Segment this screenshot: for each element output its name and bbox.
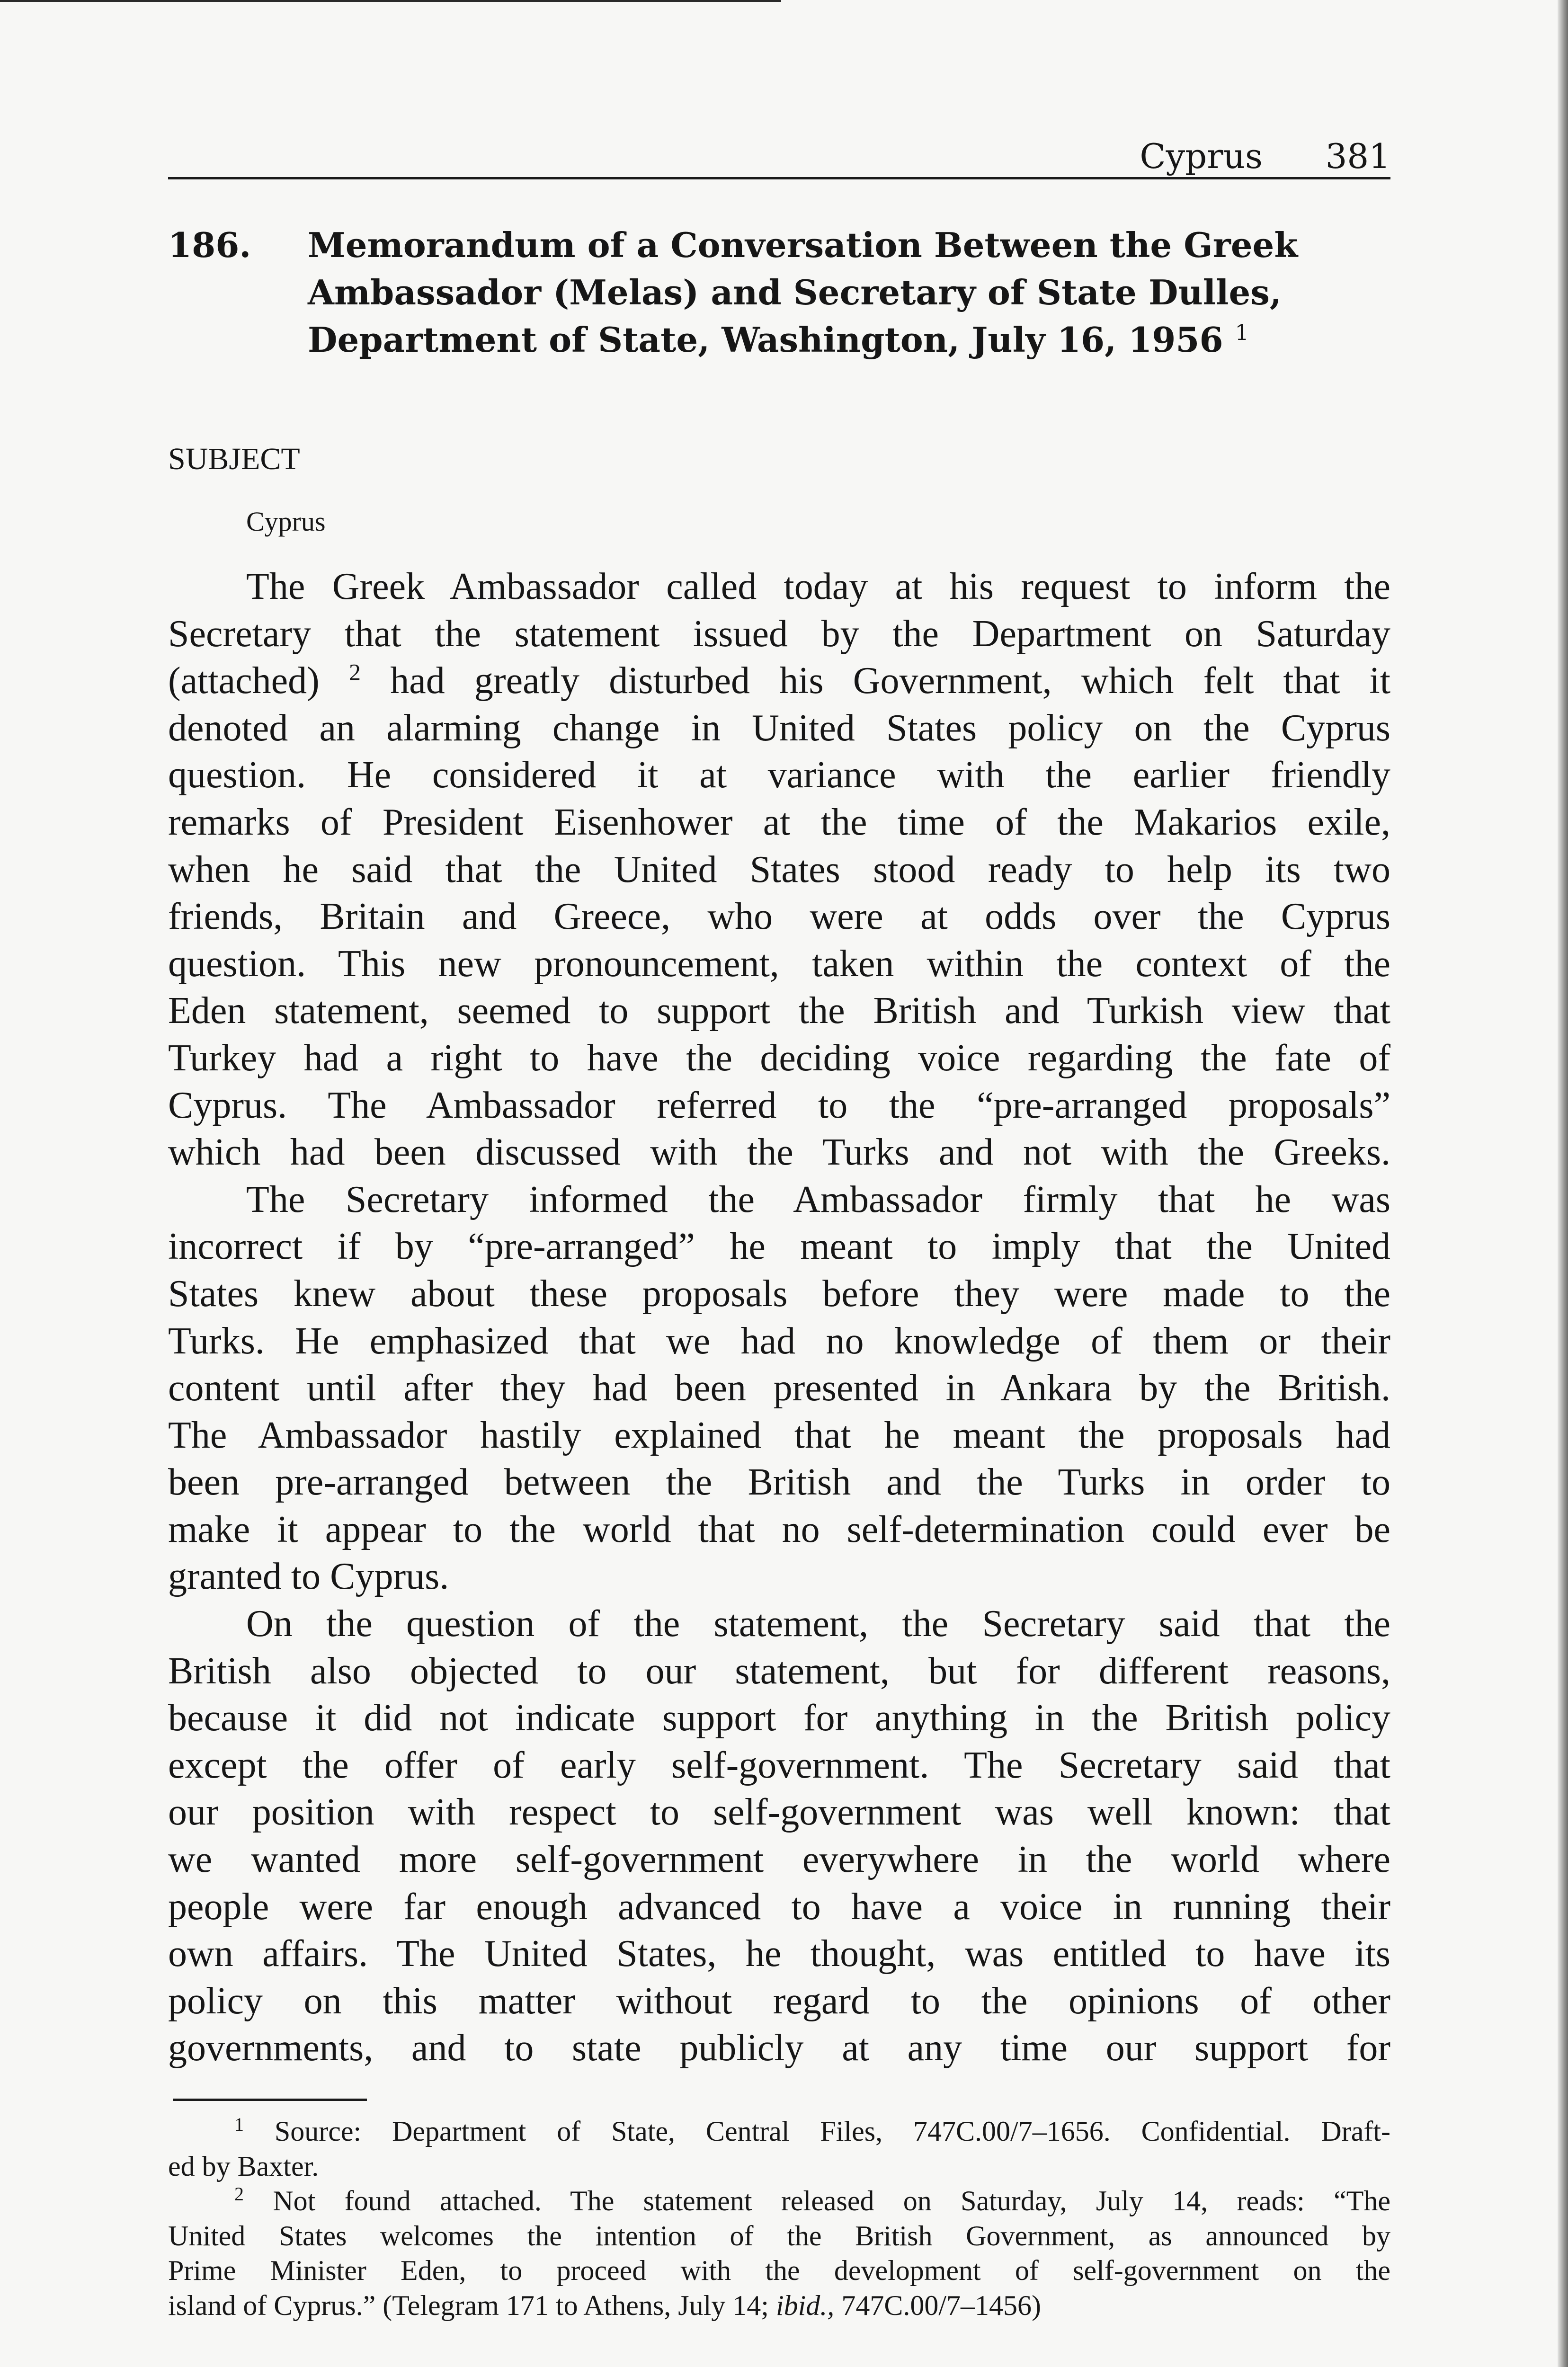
footnote-divider (173, 2099, 367, 2101)
text-line: governments, and to state publicly at any time our support for (168, 2027, 1390, 2069)
footnote-ref: 1 (1235, 320, 1249, 345)
text-line: British also objected to our statement, but for different reasons, (168, 1650, 1390, 1692)
text-line: Cyprus. The Ambassador referred to the “pre-arranged proposals” (168, 1084, 1390, 1126)
paragraph (168, 1176, 1390, 1601)
footnote-number: 2 (234, 2183, 244, 2205)
page-edge-shadow (1558, 0, 1568, 2367)
text-line: (attached) $^2$ had greatly disturbed his Government, which felt that it (168, 658, 1391, 702)
subject-value: Cyprus (246, 506, 326, 537)
top-edge-rule (0, 0, 781, 2)
document-title (308, 222, 1359, 364)
text-line: policy on this matter without regard to the opinions of other (168, 1980, 1390, 2022)
text-line: make it appear to the world that no self-determination could ever be (168, 1508, 1390, 1550)
text-line: Turks. He emphasized that we had no knowledge of them or their (168, 1320, 1390, 1362)
text-line: The Secretary informed the Ambassador firmly that he was (246, 1178, 1390, 1220)
text-line: Secretary that the statement issued by the Department on Saturday (168, 613, 1390, 655)
footnote-line: island of Cyprus.” (Telegram 171 to Athens, July 14; ibid., 747C.00/7–1456) (168, 2289, 1041, 2321)
page-number: 381 (1325, 136, 1390, 176)
footnote-line: ed by Baxter. (168, 2150, 319, 2182)
text-line: denoted an alarming change in United States policy on the Cyprus (168, 707, 1390, 749)
text-line: been pre-arranged between the British and the Turks in order to (168, 1461, 1390, 1504)
title-line: Ambassador (Melas) and Secretary of State Dulles, (308, 272, 1282, 312)
text-line: because it did not indicate support for anything in the British policy (168, 1697, 1390, 1739)
text-line: question. This new pronouncement, taken within the context of the (168, 943, 1390, 985)
footnote-ref: 2 (348, 658, 361, 685)
text-line: States knew about these proposals before they were made to the (168, 1272, 1390, 1315)
text-line: The Greek Ambassador called today at his request to inform the (246, 566, 1390, 607)
text-line: we wanted more self-government everywhere in the world where (168, 1839, 1390, 1881)
text-line: question. He considered it at variance with the earlier friendly (168, 754, 1390, 796)
memorandum-body (168, 563, 1390, 2072)
text-line: our position with respect to self-government was well known: that (168, 1791, 1390, 1833)
text-line: own affairs. The United States, he thought, was entitled to have its (168, 1933, 1390, 1975)
text-line: friends, Britain and Greece, who were at odds over the Cyprus (168, 896, 1390, 938)
footnote-1: $^1$ Source: Department of State, Central Files, 747C.00/7–1656. Confidential. Draft- (234, 2114, 1390, 2147)
footnote-number: 1 (234, 2114, 244, 2135)
text-line: granted to Cyprus. (168, 1556, 449, 1598)
title-line (308, 316, 1359, 364)
text-line: which had been discussed with the Turks and not with the Greeks. (168, 1131, 1390, 1174)
text-line: when he said that the United States stood ready to help its two (168, 848, 1390, 890)
citation-ibid: ibid., (775, 2289, 835, 2321)
paragraph (168, 1601, 1390, 2072)
text-line: people were far enough advanced to have a voice in running their (168, 1886, 1390, 1928)
text-line: remarks of President Eisenhower at the time of the Makarios exile, (168, 801, 1390, 843)
footnote-line: Prime Minister Eden, to proceed with the development of self-government on the (168, 2255, 1390, 2286)
running-head: Cyprus (1140, 136, 1263, 176)
page-header (168, 137, 1390, 179)
title-line-text: Department of State, Washington, July 16, 1956 (308, 320, 1223, 360)
title-line: Memorandum of a Conversation Between the Greek (308, 225, 1298, 265)
text-line: On the question of the statement, the Secretary said that the (246, 1603, 1390, 1645)
text-line: except the offer of early self-government. The Secretary said that (168, 1744, 1390, 1786)
document-number: 186. (168, 225, 251, 265)
text-line: Eden statement, seemed to support the British and Turkish view that (168, 990, 1390, 1032)
text-line: content until after they had been presented in Ankara by the British. (168, 1367, 1390, 1409)
text-line: The Ambassador hastily explained that he meant the proposals had (168, 1414, 1390, 1456)
footnote-line: United States welcomes the intention of the British Government, as announced by (168, 2220, 1390, 2251)
footnote-2: $^2$ Not found attached. The statement released on Saturday, July 14, reads: “The (234, 2183, 1390, 2216)
paragraph (168, 563, 1390, 1176)
text-line: incorrect if by “pre-arranged” he meant to imply that the United (168, 1226, 1390, 1268)
footnotes (168, 2114, 1390, 2323)
subject-heading: SUBJECT (168, 442, 300, 476)
text-line: Turkey had a right to have the deciding voice regarding the fate of (168, 1037, 1390, 1079)
